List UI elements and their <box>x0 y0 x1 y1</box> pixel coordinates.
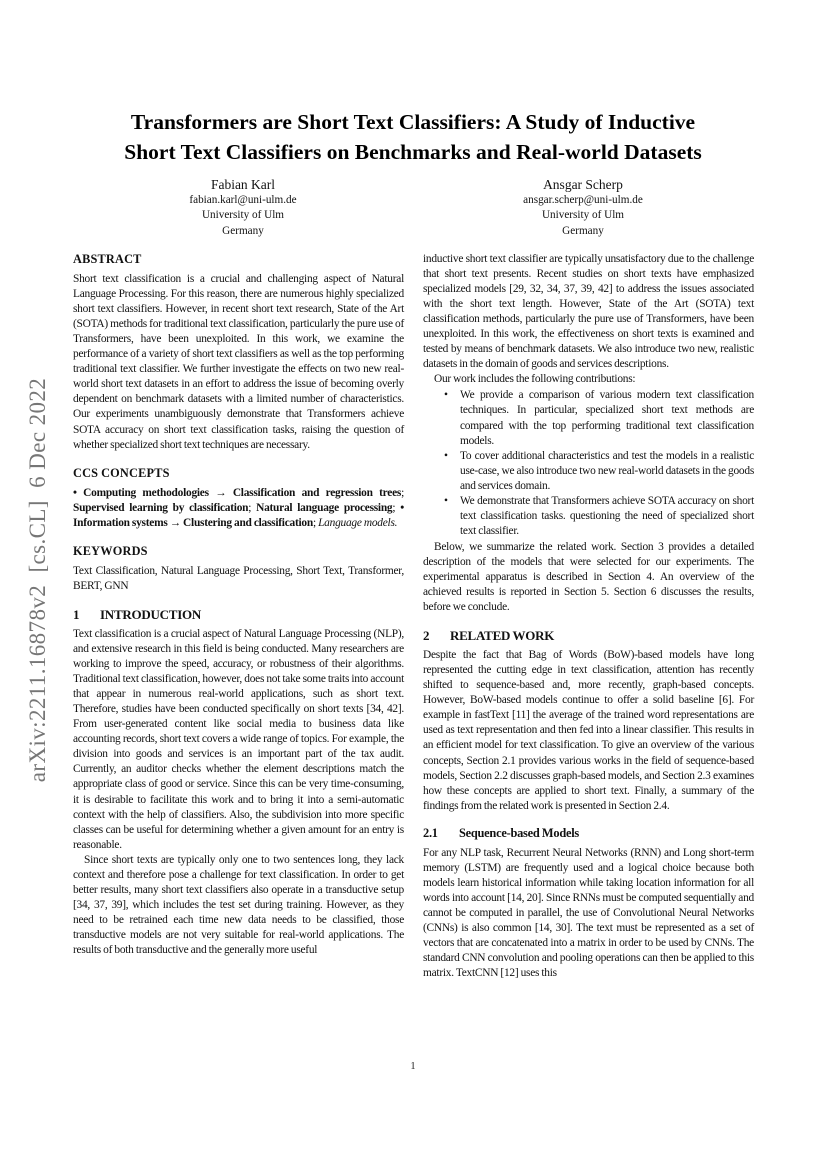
ccs-heading: CCS CONCEPTS <box>73 465 170 480</box>
left-column <box>73 252 404 958</box>
bullet-icon: • <box>444 494 448 507</box>
contribution-text: To cover additional characteristics and test the models in a realistic use-case, we also introduce two new real-world datasets in the goods and services domain. <box>460 449 754 492</box>
section-heading-introduction <box>73 607 404 622</box>
section-title: INTRODUCTION <box>100 606 202 622</box>
related-work-paragraph: Despite the fact that Bag of Words (BoW)-based models have long represented the cutting edge in text classification, attention has recently shifted to sequence-based and, more recently, graph-based concepts. However, BoW-based models continue to offer a solid baseline [6]. For example in fastText [11] the average of the trained word representations are used as text representation and then fed into a linear classifier. This results in an efficient model for text classification. To give an overview of the various concepts, Section 2.1 provides various works in the field of sequence-based models, Section 2.2 discusses graph-based models, and Section 2.3 examines how these concepts are applied to short text. Finally, a summary of the findings from the related work is presented in Section 2.4. <box>423 649 754 812</box>
author-email: ansgar.scherp@uni-ulm.de <box>523 194 643 206</box>
author-email: fabian.karl@uni-ulm.de <box>189 194 297 206</box>
ccs-segment: ; <box>401 486 404 499</box>
section-number: 2 <box>423 628 430 644</box>
ccs-segment: ; <box>392 501 401 514</box>
arxiv-watermark: arXiv:2211.16878v2 [cs.CL] 6 Dec 2022 <box>25 377 50 783</box>
author-block <box>413 176 753 239</box>
author-country: Germany <box>562 224 604 237</box>
contribution-item <box>423 388 754 448</box>
author-country: Germany <box>222 224 264 237</box>
section-number: 1 <box>73 606 80 622</box>
subsection-number: 2.1 <box>423 825 438 840</box>
sequence-models-paragraph: For any NLP task, Recurrent Neural Networks (RNN) and Long short-term memory (LSTM) are frequently used and a logical choice because both models learn historical information while taking location information for all words into account [14, 20]. Since RNNs must be computed sequentially and cannot be computed in parallel, the use of Convolutional Neural Networks (CNNs) is also common [14, 30]. The text must be represented as a set of vectors that are concatenated into a matrix in order to be used by CNNs. The standard CNN convolution and pooling operations can then be applied to this matrix. TextCNN [12] uses this <box>423 846 754 980</box>
bullet-icon: • <box>444 449 448 462</box>
intro-paragraph-1: Text classification is a crucial aspect of Natural Language Processing (NLP), and extensive research in this field is being conducted. Many researchers are working to improve the speed, accuracy, or robustness of their algorithms. Traditional text classification, however, does not take some traits into account that appear in numerous real-world applications, such as short text. Therefore, studies have been conducted specifically on short texts [34, 42]. From user-generated content like social media to business data like accounting records, short text covers a wide range of topics. For example, the division into goods and services is an important part of the tax audit. Currently, an auditor checks whether the element descriptions match the appropriate class of good or service. Since this can be very time-consuming, it is desirable to facilitate this work and to bring it into a semi-automatic context with the help of classifiers. Also, the subdivision into more specific classes can be useful for determining whether a given amount for an entry is reasonable. <box>73 627 404 851</box>
ccs-segment: Natural language processing <box>256 501 393 514</box>
contribution-text: We provide a comparison of various modern text classification techniques. In particular, specialized short text methods are compared with the top performing traditional text classification models. <box>460 389 754 447</box>
author-block <box>73 176 413 239</box>
abstract-text: Short text classification is a crucial and challenging aspect of Natural Language Processing. For this reason, there are numerous highly specialized short text classifiers. However, in recent short text research, State of the Art (SOTA) methods for traditional text classification, particularly the pure use of Transformers, have been unexploited. In this work, we examine the performance of a variety of short text classifiers as well as the top performing traditional text classifier. We further investigate the effects on two new real-world short text datasets in an effort to address the issue of becoming overly dependent on benchmark datasets with a limited number of characteristics. Our experiments unambiguously demonstrate that Transformers achieve SOTA accuracy on short text classification tasks, raising the question of whether specialized short text techniques are necessary. <box>73 273 404 451</box>
contributions-list <box>423 388 754 538</box>
ccs-segment: • Computing methodologies → Classification and regression trees <box>73 486 402 499</box>
author-name: Ansgar Scherp <box>543 177 623 192</box>
author-affiliation: University of Ulm <box>201 209 285 222</box>
section-title: RELATED WORK <box>450 628 555 644</box>
page-number: 1 <box>410 1061 416 1072</box>
outline-paragraph: Below, we summarize the related work. Section 3 provides a detailed description of the models that were selected for our experiments. The experimental apparatus is described in Section 4. An overview of the achieved results is reported in Section 5. Section 6 discusses the results, before we conclude. <box>423 540 754 614</box>
keywords-heading: KEYWORDS <box>73 543 148 558</box>
bullet-icon: • <box>444 389 448 402</box>
ccs-text <box>73 486 404 531</box>
ccs-segment: Supervised learning by classification <box>73 501 249 514</box>
ccs-segment: ; <box>312 516 319 529</box>
contribution-text: We demonstrate that Transformers achieve SOTA accuracy on short text classification tasks. questioning the need of specialized short text classifier. <box>460 494 754 537</box>
right-column <box>423 252 754 981</box>
ccs-segment: • Information systems → Clustering and classification <box>73 501 404 529</box>
keywords-text: Text Classification, Natural Language Processing, Short Text, Transformer, BERT, GNN <box>73 564 404 592</box>
intro-paragraph-2: Since short texts are typically only one to two sentences long, they lack context and therefore pose a challenge for text classification. In order to get better results, many short text classifiers also operate in a transductive setup [34, 37, 39], which includes the test set during training. However, as they need to be retrained each time new data needs to be classified, those transductive models are not very suitable for real-world applications. The results of both transductive and the generally more useful <box>73 853 404 956</box>
author-name: Fabian Karl <box>210 177 276 192</box>
paper-title <box>40 108 786 167</box>
subsection-heading-sequence-models <box>423 826 754 841</box>
paper-title-line1: Transformers are Short Text Classifiers: A Study of Inductive <box>130 110 696 134</box>
contribution-item <box>423 449 754 494</box>
continuation-paragraph: inductive short text classifier are typically unsatisfactory due to the challenge that short text presents. Recent studies on short texts have emphasized specialized models [29, 32, 34, 37, 39, 42] to address the issues associated with the short text length. However, State of the Art (SOTA) text classification methods, particularly the pure use of Transformers, have been unexploited. In this work, the effectiveness on short texts is examined and tested by means of benchmark datasets. We also introduce two new, realistic datasets in the domain of goods and services descriptions. <box>423 253 754 371</box>
contributions-intro: Our work includes the following contributions: <box>434 373 636 386</box>
subsection-title: Sequence-based Models <box>459 825 579 840</box>
ccs-segment: ; <box>248 501 257 514</box>
paper-title-line2: Short Text Classifiers on Benchmarks and Real-world Datasets <box>124 139 702 164</box>
contribution-item <box>423 494 754 539</box>
abstract-heading: ABSTRACT <box>73 252 142 266</box>
section-heading-related-work <box>423 628 754 643</box>
author-affiliation: University of Ulm <box>541 209 625 222</box>
authors-block <box>73 176 753 239</box>
ccs-segment: Language models. <box>318 516 398 529</box>
